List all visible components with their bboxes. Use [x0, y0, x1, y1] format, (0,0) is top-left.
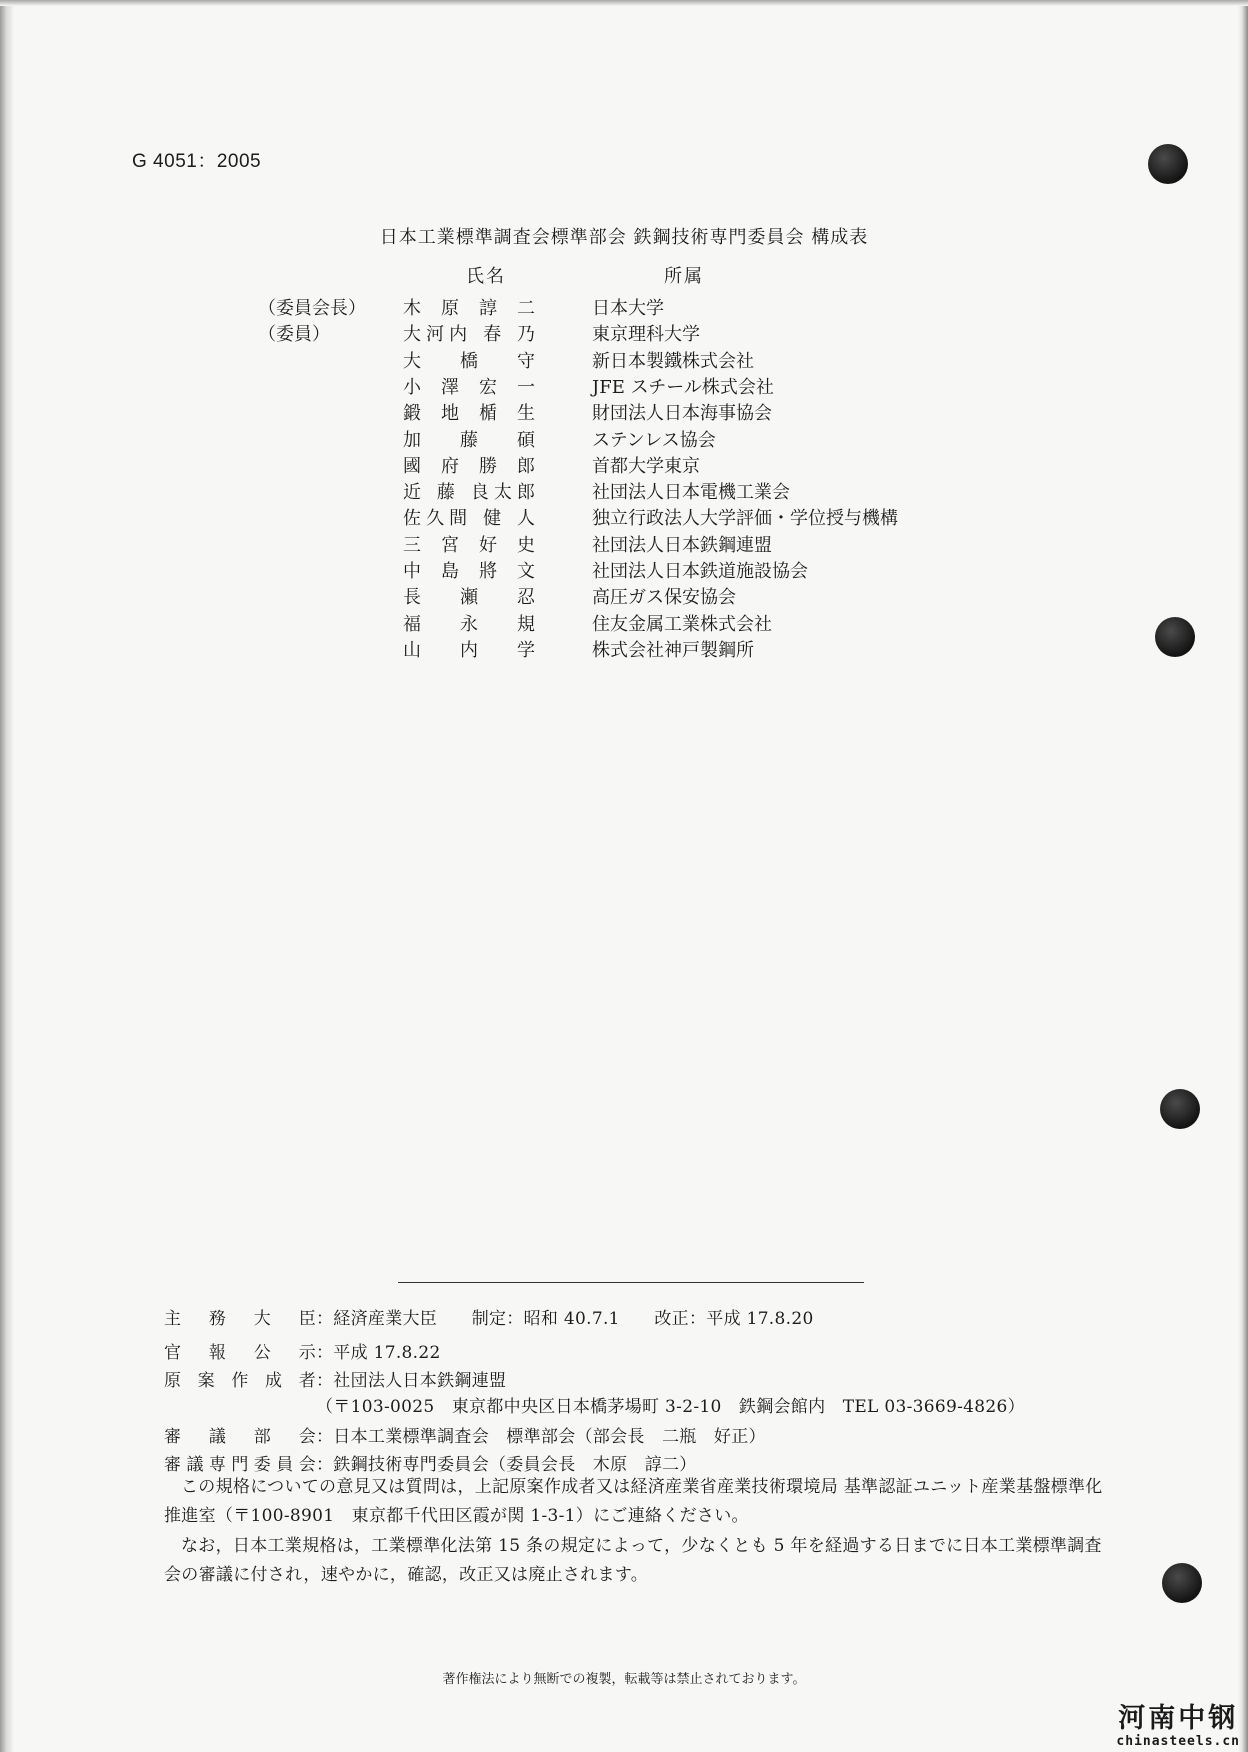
- info-value: ：経済産業大臣 制定：昭和 40.7.1 改正：平成 17.8.20: [316, 1309, 814, 1329]
- info-label: 原案作成者: [164, 1371, 316, 1391]
- member-row: [0, 583, 1248, 609]
- info-minister: [164, 1304, 814, 1329]
- standard-number: G 4051：2005: [132, 151, 262, 172]
- member-name: 國 府 勝 郎: [403, 455, 535, 477]
- note-paragraph: この規格についての意見又は質問は，上記原案作成者又は経済産業省産業技術環境局 基準認証ユニット産業基盤標準化推進室（〒100-8901 東京都千代田区霞が関 1-3-1）にご連絡ください。: [164, 1477, 1103, 1526]
- member-affiliation: 東京理科大学: [592, 324, 700, 346]
- member-affiliation: 首都大学東京: [592, 455, 700, 477]
- member-row: [0, 557, 1248, 583]
- member-affiliation: 社団法人日本電機工業会: [592, 482, 790, 504]
- member-affiliation: 日本大学: [592, 298, 664, 319]
- member-affiliation: ステンレス協会: [592, 429, 716, 451]
- member-affiliation: 新日本製鐵株式会社: [592, 350, 754, 372]
- binder-hole: [1148, 144, 1188, 184]
- member-name: 加 藤 碩: [403, 429, 535, 451]
- member-name: 佐久間 健 人: [403, 508, 535, 530]
- member-affiliation: 独立行政法人大学評価・学位授与機構: [592, 508, 898, 530]
- binder-hole: [1160, 1089, 1200, 1129]
- note-paragraph: なお，日本工業規格は，工業標準化法第 15 条の規定によって，少なくとも 5 年を経過する日までに日本工業標準調査会の審議に付され，速やかに，確認，改正又は廃止されます。: [164, 1536, 1102, 1585]
- info-label: 主務大臣: [164, 1309, 316, 1329]
- info-committee: [164, 1450, 697, 1475]
- member-row: [0, 373, 1248, 399]
- member-name: 大 橋 守: [403, 350, 535, 372]
- divider-line: [398, 1282, 864, 1283]
- watermark-url: chinasteels.cn: [1116, 1734, 1240, 1749]
- member-row: [0, 320, 1248, 346]
- member-affiliation: 社団法人日本鉄鋼連盟: [592, 534, 772, 556]
- info-label: 官報公示: [164, 1343, 316, 1363]
- member-row: [0, 531, 1248, 557]
- watermark-logo: 河南中钢: [1118, 1703, 1239, 1734]
- column-header-name: 氏名: [466, 266, 506, 287]
- member-row: [0, 399, 1248, 425]
- drafter-address: （〒103-0025 東京都中央区日本橋茅場町 3-2-10 鉄鋼会館内 TEL 03-3669-4826）: [316, 1397, 1025, 1417]
- member-name: 福 永 規: [403, 613, 535, 635]
- info-council: [164, 1422, 766, 1447]
- page-edge-top: [0, 0, 1248, 6]
- info-value: ：鉄鋼技術専門委員会（委員会長 木原 諄二）: [316, 1455, 697, 1475]
- info-value: ：平成 17.8.22: [316, 1343, 441, 1363]
- member-role: （委員）: [258, 324, 330, 346]
- column-header-affiliation: 所属: [664, 266, 704, 287]
- member-name: 近 藤 良太郎: [403, 482, 535, 504]
- member-affiliation: 住友金属工業株式会社: [592, 613, 772, 635]
- member-name: 鍛 地 楯 生: [403, 403, 535, 425]
- member-name: 三 宮 好 史: [403, 534, 535, 556]
- member-name: 小 澤 宏 一: [403, 376, 535, 398]
- member-row: [0, 452, 1248, 478]
- info-value: ：日本工業標準調査会 標準部会（部会長 二瓶 好正）: [316, 1427, 766, 1447]
- roster-title: 日本工業標準調査会標準部会 鉄鋼技術専門委員会 構成表: [379, 227, 869, 248]
- page-edge-left: [0, 0, 14, 1752]
- member-row: [0, 426, 1248, 452]
- member-row: [0, 347, 1248, 373]
- binder-hole: [1162, 1563, 1202, 1603]
- member-name: 山 内 学: [403, 639, 535, 661]
- member-affiliation: JFE スチール株式会社: [592, 376, 774, 398]
- member-name: 長 瀬 忍: [403, 587, 535, 609]
- member-row: [0, 478, 1248, 504]
- member-name: 中 島 將 文: [403, 561, 535, 582]
- member-row: [0, 294, 1248, 320]
- info-label: 審議専門委員会: [164, 1455, 316, 1475]
- member-affiliation: 株式会社神戸製鋼所: [592, 639, 754, 661]
- member-affiliation: 財団法人日本海事協会: [592, 403, 772, 425]
- info-gazette: [164, 1338, 441, 1363]
- info-drafter: [164, 1366, 506, 1391]
- watermark: [1116, 1704, 1240, 1749]
- info-label: 審議部会: [164, 1427, 316, 1447]
- page-edge-right: [1238, 0, 1248, 1752]
- member-row: [0, 504, 1248, 530]
- member-role: （委員会長）: [258, 298, 366, 319]
- info-value: ：社団法人日本鉄鋼連盟: [316, 1371, 507, 1391]
- member-affiliation: 社団法人日本鉄道施設協会: [592, 561, 808, 582]
- member-name: 木 原 諄 二: [403, 298, 535, 319]
- member-row: [0, 636, 1248, 662]
- copyright-notice: 著作権法により無断での複製，転載等は禁止されております。: [442, 1672, 806, 1687]
- member-affiliation: 高圧ガス保安協会: [592, 587, 736, 609]
- member-row: [0, 610, 1248, 636]
- member-name: 大河内 春 乃: [403, 324, 535, 346]
